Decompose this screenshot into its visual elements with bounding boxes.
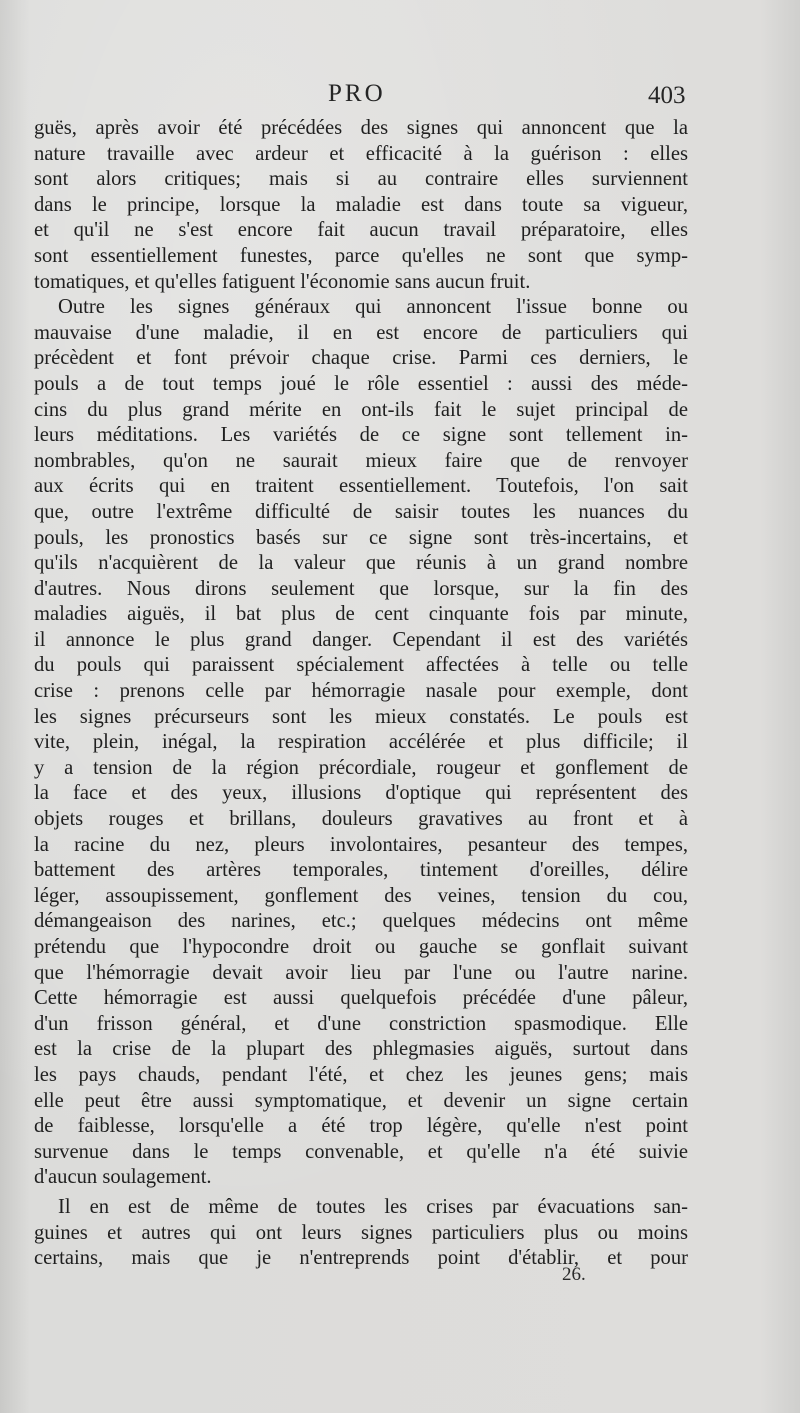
text-line: de faiblesse, lorsqu'elle a été trop légère, qu'elle n'est point	[34, 1115, 688, 1138]
text-line: aux écrits qui en traitent essentiellement. Toutefois, l'on sait	[34, 475, 688, 498]
paragraph	[34, 116, 688, 295]
text-line: et qu'il ne s'est encore fait aucun travail préparatoire, elles	[34, 219, 688, 242]
text-line: dans le principe, lorsque la maladie est dans toute sa vigueur,	[34, 193, 688, 216]
text-line: Cette hémorragie est aussi quelquefois précédée d'une pâleur,	[34, 987, 688, 1010]
text-line: démangeaison des narines, etc.; quelques médecins ont même	[34, 910, 688, 933]
text-line: certains, mais que je n'entreprends point d'établir, et pour	[34, 1247, 688, 1270]
text-line: prétendu que l'hypocondre droit ou gauche se gonflait suivant	[34, 936, 688, 958]
text-line: d'un frisson général, et d'une constriction spasmodique. Elle	[34, 1012, 688, 1035]
text-line: du pouls qui paraissent spécialement affectées à telle ou telle	[34, 654, 688, 677]
text-line: cins du plus grand mérite en ont-ils fait le sujet principal de	[34, 398, 688, 421]
text-line: les pays chauds, pendant l'été, et chez les jeunes gens; mais	[34, 1063, 688, 1086]
text-line: crise : prenons celle par hémorragie nasale pour exemple, dont	[34, 680, 688, 703]
text-line: mauvaise d'une maladie, il en est encore de particuliers qui	[34, 321, 688, 344]
text-line: y a tension de la région précordiale, rougeur et gonflement de	[34, 756, 688, 779]
text-line: léger, assoupissement, gonflement des veines, tension du cou,	[34, 884, 688, 907]
text-line: que l'hémorragie devait avoir lieu par l'une ou l'autre narine.	[34, 961, 688, 984]
text-line: les signes précurseurs sont les mieux constatés. Le pouls est	[34, 705, 688, 728]
text-line: survenue dans le temps convenable, et qu'elle n'a été suivie	[34, 1140, 688, 1163]
page-number: 403	[648, 82, 686, 109]
text-line: sont alors critiques; mais si au contraire elles surviennent	[34, 168, 688, 191]
text-line: Outre les signes généraux qui annoncent l'issue bonne ou	[58, 296, 688, 319]
text-line: objets rouges et brillans, douleurs gravatives au front et à	[34, 808, 688, 831]
text-line: précèdent et font prévoir chaque crise. Parmi ces derniers, le	[34, 347, 688, 370]
paragraph	[34, 1195, 688, 1272]
body-text	[34, 116, 688, 1272]
text-line: pouls, les pronostics basés sur ce signe sont très-incertains, et	[34, 526, 688, 549]
text-line: maladies aiguës, il bat plus de cent cinquante fois par minute,	[34, 603, 688, 626]
text-line: nature travaille avec ardeur et efficacité à la guérison : elles	[34, 142, 688, 165]
text-line: Il en est de même de toutes les crises par évacuations san-	[58, 1195, 688, 1218]
text-line: il annonce le plus grand danger. Cependant il est des variétés	[34, 628, 688, 651]
text-line: vite, plein, inégal, la respiration accélérée et plus difficile; il	[34, 731, 688, 754]
text-line: la racine du nez, pleurs involontaires, pesanteur des tempes,	[34, 833, 688, 856]
text-line: pouls a de tout temps joué le rôle essentiel : aussi des méde-	[34, 372, 688, 395]
text-line: la face et des yeux, illusions d'optique qui représentent des	[34, 782, 688, 805]
text-line: tomatiques, et qu'elles fatiguent l'économie sans aucun fruit.	[34, 270, 531, 293]
text-line: d'aucun soulagement.	[34, 1166, 212, 1189]
text-line: battement des artères temporales, tintement d'oreilles, délire	[34, 859, 688, 882]
text-line: sont essentiellement funestes, parce qu'elles ne sont que symp-	[34, 244, 688, 267]
text-line: nombrables, qu'on ne saurait mieux faire que de renvoyer	[34, 449, 688, 472]
paragraph	[34, 295, 688, 1191]
text-line: guines et autres qui ont leurs signes particuliers plus ou moins	[34, 1221, 688, 1244]
text-line: d'autres. Nous dirons seulement que lorsque, sur la fin des	[34, 577, 688, 600]
text-line: que, outre l'extrême difficulté de saisir toutes les nuances du	[34, 500, 688, 523]
running-head: PRO	[328, 80, 386, 107]
text-line: est la crise de la plupart des phlegmasies aiguës, surtout dans	[34, 1038, 688, 1061]
page-header	[0, 80, 800, 114]
text-line: leurs méditations. Les variétés de ce signe sont tellement in-	[34, 424, 688, 447]
signature-mark: 26.	[562, 1264, 586, 1285]
text-line: qu'ils n'acquièrent de la valeur que réunis à un grand nombre	[34, 552, 688, 575]
text-line: guës, après avoir été précédées des signes qui annoncent que la	[34, 117, 688, 139]
text-line: elle peut être aussi symptomatique, et devenir un signe certain	[34, 1089, 688, 1112]
